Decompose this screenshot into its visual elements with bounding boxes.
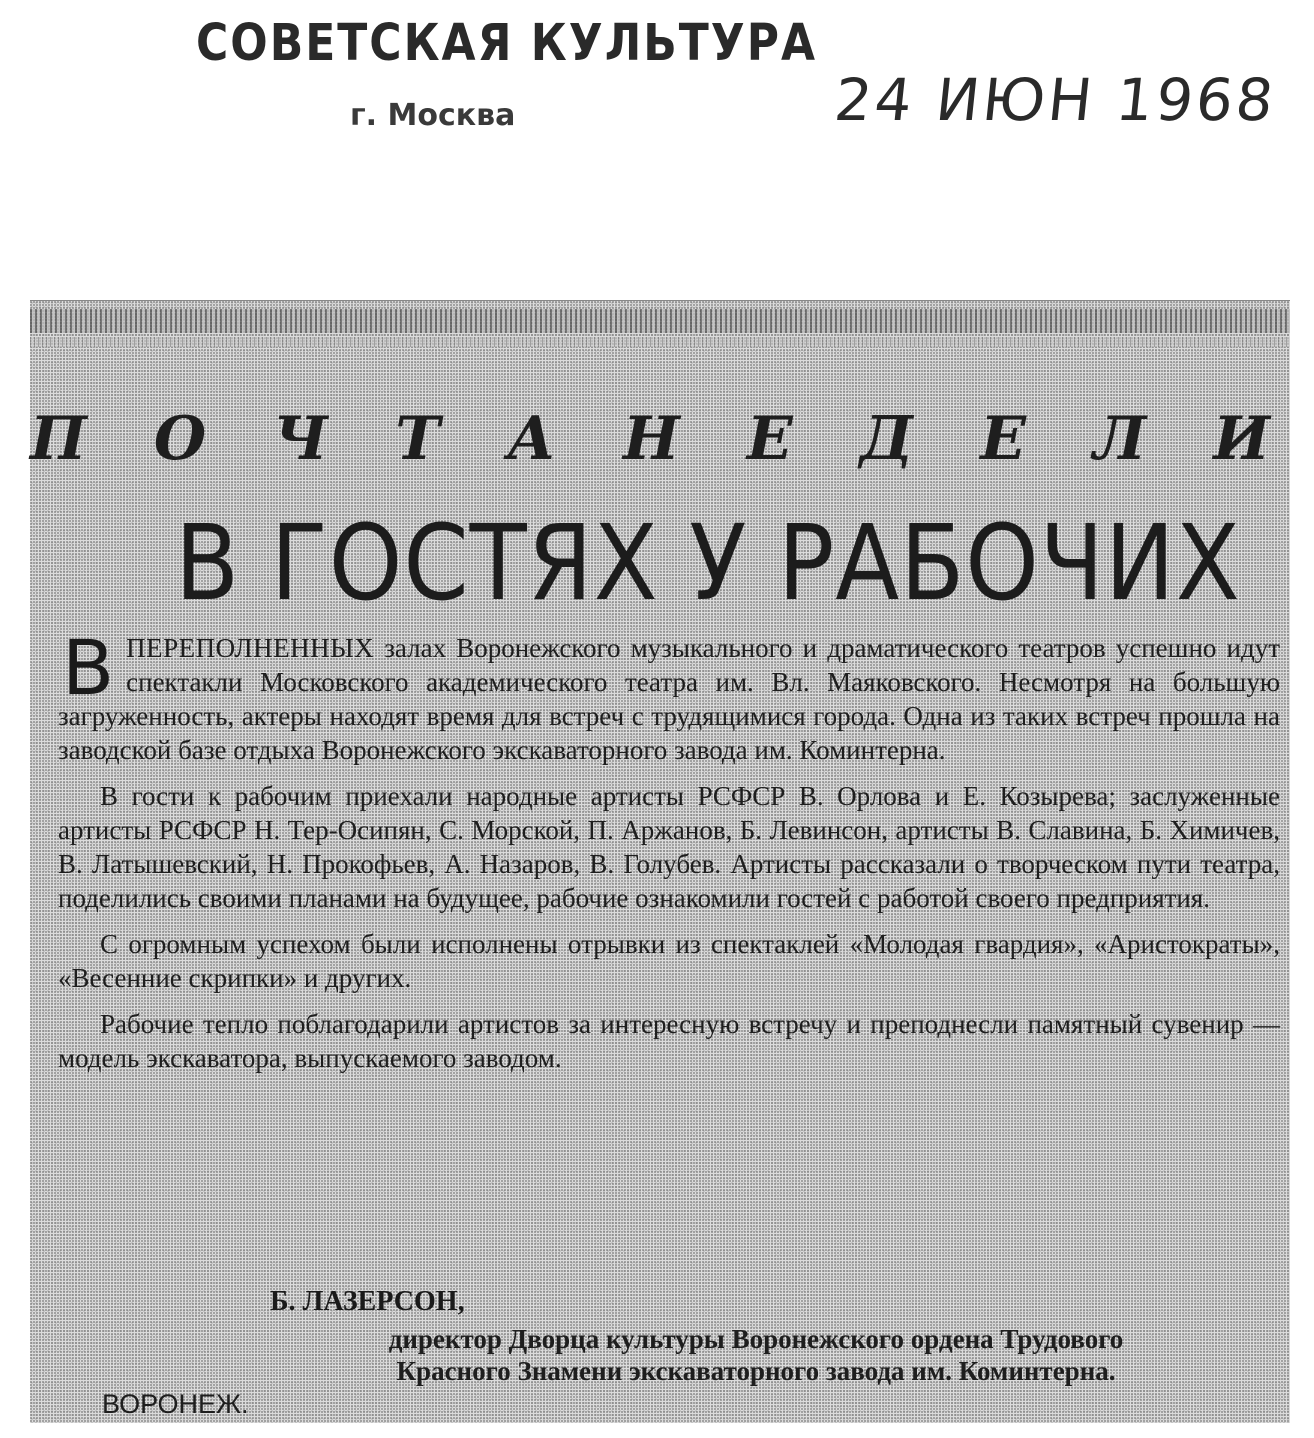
rubric-letter: И	[1213, 404, 1270, 474]
rubric-letter: П	[30, 404, 87, 474]
decorative-rule	[30, 309, 1290, 333]
rubric-letter: Н	[623, 404, 680, 474]
author-title-line: Красного Знамени экскаваторного завода им. Коминтерна.	[396, 1356, 1116, 1386]
rubric-letter: Ч	[273, 404, 329, 474]
rubric-letter: Л	[1093, 404, 1147, 474]
article-headline: В ГОСТЯХ У РАБОЧИХ	[175, 502, 1241, 624]
rubric-letter: Т	[395, 404, 440, 474]
newspaper-clipping	[30, 300, 1290, 1423]
newspaper-stamp-city: г. Москва	[350, 98, 516, 133]
author-title-line: директор Дворца культуры Воронежского ордена Трудового	[388, 1324, 1124, 1354]
article-body	[58, 623, 1280, 1087]
article-paragraph: Рабочие тепло поблагодарили артистов за интересную встречу и преподнесли памятный сувенир — модель экскаватора, выпускаемого заводом.	[58, 1009, 1280, 1073]
drop-cap: В	[62, 623, 115, 712]
article-paragraph: С огромным успехом были исполнены отрывки из спектаклей «Молодая гвардия», «Аристократы», «Весенние скрипки» и других.	[58, 929, 1280, 993]
rubric-letter: Е	[980, 404, 1026, 474]
article-paragraph	[58, 623, 1280, 767]
rubric-letter: Е	[746, 404, 793, 474]
newspaper-stamp-title: СОВЕТСКАЯ КУЛЬТУРА	[196, 14, 818, 73]
article-paragraph: В гости к рабочим приехали народные артисты РСФСР В. Орлова и Е. Козырева; заслуженные артисты РСФСР Н. Тер-Осипян, С. Морской, П. Аржанов, Б. Левинсон, артисты В. Славина, Б. Химичев, В. Латышевский, Н. Прокофьев, А. Назаров, В. Голубев. Артисты рассказали о творческом пути театра, поделились своими планами на будущее, рабочие ознакомили гостей с работой своего предприятия.	[58, 781, 1280, 913]
handwritten-date: 24 ИЮН 1968	[831, 66, 1280, 134]
dateline-city: ВОРОНЕЖ.	[102, 1389, 249, 1419]
lead-caps: ПЕРЕПОЛНЕННЫХ	[126, 633, 375, 663]
rubric-letter: Д	[859, 404, 914, 474]
author-title	[256, 1323, 1256, 1387]
decorative-rule-thin	[30, 337, 1290, 347]
rubric-letter: О	[153, 404, 207, 474]
paragraph-text: залах Воронежского музыкального и драматического театров успешно идут спектакли Московского академического театра им. Вл. Маяковского. Несмотря на большую загруженность, актеры находят время для встреч с трудящимися города. Одна из таких встреч прошла на заводской базе отдыха Воронежского экскаваторного завода им. Коминтерна.	[58, 633, 1280, 765]
rubric-heading	[30, 404, 1270, 474]
author-name: Б. ЛАЗЕРСОН,	[270, 1286, 465, 1317]
rubric-letter: А	[506, 404, 556, 474]
